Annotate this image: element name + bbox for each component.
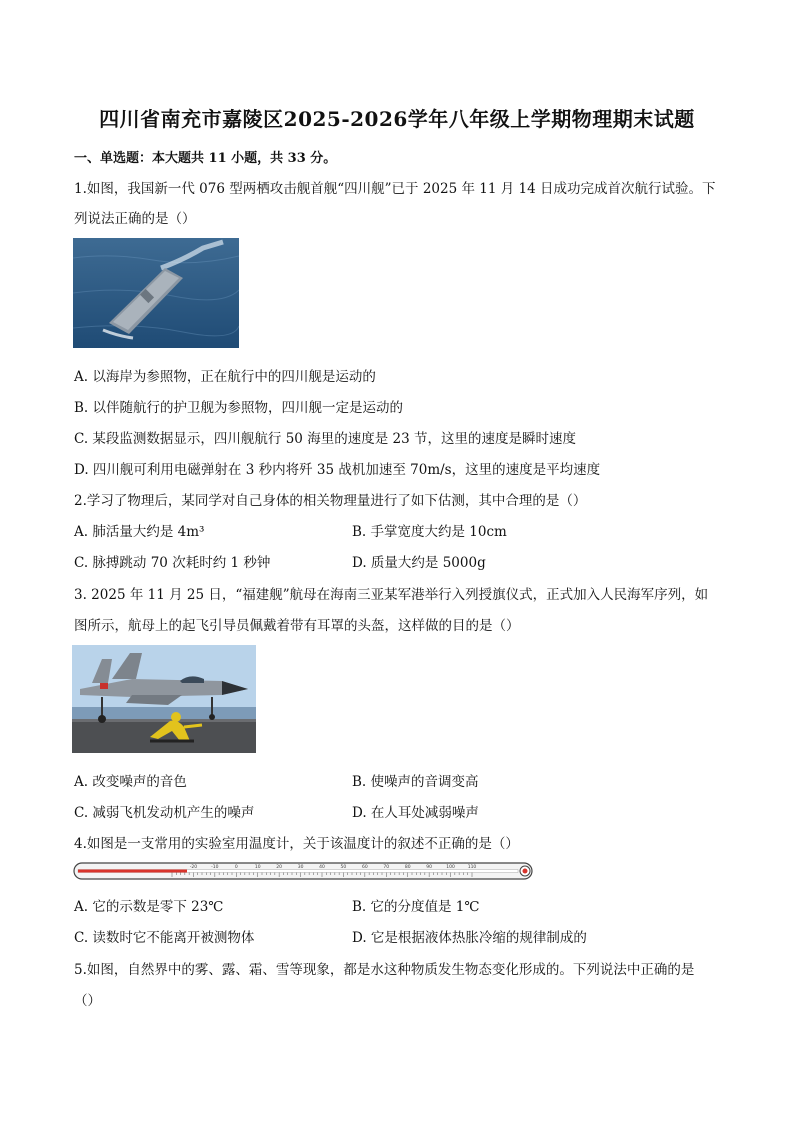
thermometer-tick-label: 0 (234, 865, 238, 871)
q1-stem-line1: 1.如图，我国新一代 076 型两栖攻击舰首舰“四川舰”已于 2025 年 11 月 14 日成功完成首次航行试验。下 (74, 181, 716, 197)
page-title: 四川省南充市嘉陵区2025-2026学年八年级上学期物理期末试题 (99, 107, 695, 131)
q4-option-c: C. 读数时它不能离开被测物体 (74, 930, 255, 946)
q1-option-d: D. 四川舰可利用电磁弹射在 3 秒内将歼 35 战机加速至 70m/s，这里的速度是平均速度 (74, 462, 601, 478)
warship-photo (73, 238, 239, 348)
q3-option-a: A. 改变噪声的音色 (74, 774, 187, 790)
q2-option-c: C. 脉搏跳动 70 次耗时约 1 秒钟 (74, 555, 271, 571)
q2-stem: 2.学习了物理后，某同学对自己身体的相关物理量进行了如下估测，其中合理的是（） (74, 493, 587, 509)
q5-stem-line2: （） (74, 993, 101, 1009)
q3-option-d: D. 在人耳处减弱噪声 (352, 805, 479, 821)
q3-stem-line1: 3. 2025 年 11 月 25 日，“福建舰”航母在海南三亚某军港举行入列授旗仪式，正式加入人民海军序列，如 (74, 587, 709, 603)
q4-stem: 4.如图是一支常用的实验室用温度计，关于该温度计的叙述不正确的是（） (74, 836, 519, 852)
section-heading: 一、单选题：本大题共 11 小题，共 33 分。 (74, 151, 337, 166)
q4-option-b: B. 它的分度值是 1℃ (352, 899, 480, 915)
q3-stem-line2: 图所示，航母上的起飞引导员佩戴着带有耳罩的头盔，这样做的目的是（） (74, 618, 520, 634)
thermometer-tick-label: 90 (426, 865, 433, 871)
thermometer-tick-label: 80 (404, 865, 411, 871)
thermometer-tick-label: 30 (297, 865, 304, 871)
thermometer-liquid-column (78, 870, 187, 873)
thermometer-tick-label: 50 (340, 865, 347, 871)
q4-option-a: A. 它的示数是零下 23℃ (74, 899, 224, 915)
q2-option-b: B. 手掌宽度大约是 10cm (352, 524, 507, 540)
thermometer-tick-label: 10 (254, 865, 261, 871)
q4-option-d: D. 它是根据液体热胀冷缩的规律制成的 (352, 930, 587, 946)
q2-option-a: A. 肺活量大约是 4m³ (74, 524, 205, 540)
thermometer-tick-label: 40 (319, 865, 325, 871)
q2-option-d: D. 质量大约是 5000g (352, 555, 486, 571)
thermometer-tick-label: 20 (276, 865, 283, 871)
q1-stem-line2: 列说法正确的是（） (74, 211, 196, 227)
thermometer-tick-label: 100 (446, 865, 455, 871)
fighter-jet-photo (72, 645, 256, 753)
thermometer-tick-label: 70 (383, 865, 390, 871)
thermometer-tick-label: -20 (189, 865, 198, 871)
q3-option-b: B. 使噪声的音调变高 (352, 774, 479, 790)
q5-stem-line1: 5.如图，自然界中的雾、露、霜、雪等现象，都是水这种物质发生物态变化形成的。下列说法中正确的是 (74, 962, 695, 978)
q1-option-c: C. 某段监测数据显示，四川舰航行 50 海里的速度是 23 节，这里的速度是瞬时速度 (74, 431, 576, 447)
q3-option-c: C. 减弱飞机发动机产生的噪声 (74, 805, 255, 821)
thermometer-figure (72, 859, 538, 883)
thermometer-tick-label: 110 (467, 865, 477, 871)
thermometer-tick-label: -10 (211, 865, 219, 871)
thermometer-tick-label: 60 (361, 865, 368, 871)
q1-option-b: B. 以伴随航行的护卫舰为参照物，四川舰一定是运动的 (74, 400, 404, 416)
q1-option-a: A. 以海岸为参照物，正在航行中的四川舰是运动的 (74, 369, 376, 385)
